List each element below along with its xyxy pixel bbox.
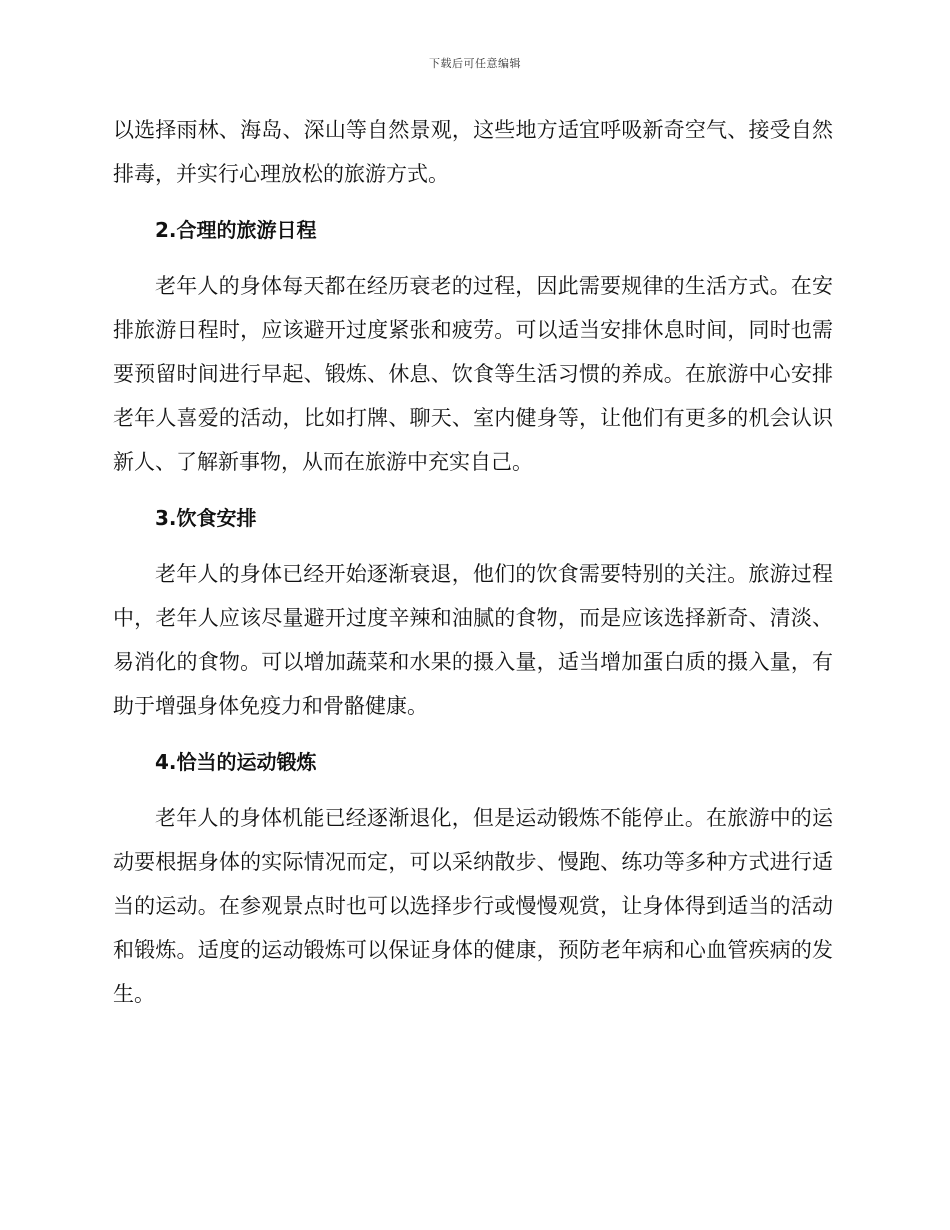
section-3-paragraph: 老年人的身体已经开始逐渐衰退，他们的饮食需要特别的关注。旅游过程中，老年人应该尽量避开过度辛辣和油腻的食物，而是应该选择新奇、清淡、易消化的食物。可以增加蔬菜和水果的摄入量，适当增加蛋白质的摄入量，有助于增强身体免疫力和骨骼健康。 [113, 562, 833, 718]
document-body [113, 108, 833, 1016]
intro-paragraph: 以选择雨林、海岛、深山等自然景观，这些地方适宜呼吸新奇空气、接受自然排毒，并实行心理放松的旅游方式。 [113, 118, 833, 186]
section-2-paragraph: 老年人的身体每天都在经历衰老的过程，因此需要规律的生活方式。在安排旅游日程时，应该避开过度紧张和疲劳。可以适当安排休息时间，同时也需要预留时间进行早起、锻炼、休息、饮食等生活习惯的养成。在旅游中心安排老年人喜爱的活动，比如打牌、聊天、室内健身等，让他们有更多的机会认识新人、了解新事物，从而在旅游中充实自己。 [113, 274, 833, 474]
section-4-heading: 4.恰当的运动锻炼 [155, 750, 317, 774]
page-header: 下载后可任意编辑 [429, 57, 521, 70]
section-2-heading: 2.合理的旅游日程 [155, 218, 317, 242]
section-4-paragraph: 老年人的身体机能已经逐渐退化，但是运动锻炼不能停止。在旅游中的运动要根据身体的实际情况而定，可以采纳散步、慢跑、练功等多种方式进行适当的运动。在参观景点时也可以选择步行或慢慢观赏，让身体得到适当的活动和锻炼。适度的运动锻炼可以保证身体的健康，预防老年病和心血管疾病的发生。 [113, 806, 833, 1006]
section-3-heading: 3.饮食安排 [155, 506, 257, 530]
